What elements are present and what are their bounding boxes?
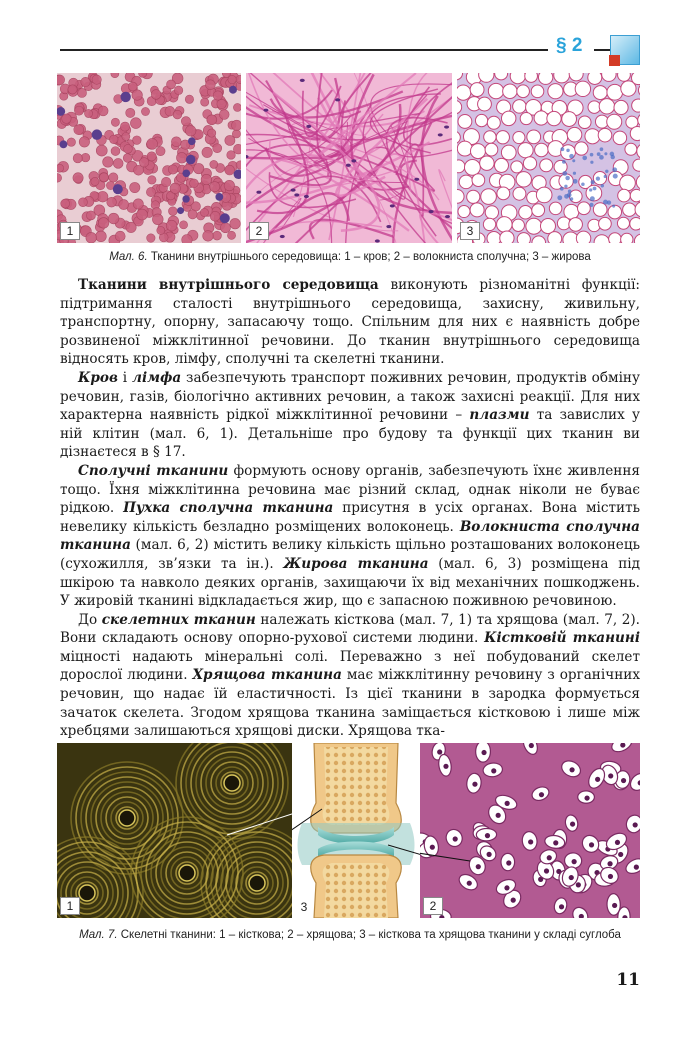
photo-label-2: 2 bbox=[249, 222, 269, 240]
photo-label-1: 1 bbox=[60, 897, 80, 915]
section-number: § 2 bbox=[556, 35, 583, 56]
photo-blood bbox=[57, 73, 241, 243]
paragraph-4: До скелетних тканин належать кісткова (мал. 7, 1) та хрящова (мал. 7, 2). Вони складають основу опорно-рухової системи людини. Кістковій тканині міцності надають мінеральні солі. Переважно з неї побудований скелет дорослої людини. Хрящова тканина має міжклітинну речовину з органічних речовин, що надає їй еластичності. Із цієї тканини в зародка формується зачаток скелета. Згодом хрящова тканина заміщається кістковою і лише між хребцями залишаються хрящові диски. Хрящова тка- bbox=[60, 611, 640, 740]
section-marker-icon bbox=[610, 35, 640, 65]
header-rule-tick bbox=[594, 49, 610, 51]
photo-cartilage-tissue bbox=[420, 743, 640, 918]
paragraph-2: Кров і лімфа забезпечують транспорт поживних речовин, продуктів обміну речовин, газів, біологічно активних речовин, а також захисні реакції. Для них характерна наявність рідкої міжклітинної речовини – плазми та завислих у ній клітин (мал. 6, 1). Детальніше про будову та функції цих тканин ви дізнаєтеся в § 17. bbox=[60, 369, 641, 461]
figure-6-caption-prefix: Мал. 6. bbox=[109, 251, 148, 263]
photo-fibrous-tissue bbox=[246, 73, 452, 243]
body-text bbox=[60, 276, 640, 741]
figure-6-caption-text: Тканини внутрішнього середовища: 1 – кров; 2 – волокниста сполучна; 3 – жирова bbox=[147, 251, 591, 263]
photo-label-1: 1 bbox=[60, 222, 80, 240]
photo-adipose-tissue bbox=[457, 73, 640, 243]
joint-illustration bbox=[292, 743, 420, 918]
paragraph-3: Сполучні тканини формують основу органів, забезпечують їхнє живлення тощо. Їхня міжклітинна речовина має різний склад, однак ніколи не буває рідкою. Пухка сполучна тканина присутня в усіх органах. Вона містить невелику кількість безладно розміщених волоконець. Волокниста сполучна тканина (мал. 6, 2) містить велику кількість щільно розташованих волоконець (сухожилля, зв’язки та ін.). Жирова тканина (мал. 6, 3) розміщена під шкірою та навколо деяких органів, захищаючи їх від механічних пошкоджень. У жировій тканині відкладається жир, що є запасною поживною речовиною. bbox=[60, 462, 640, 610]
figure-7-caption-prefix: Мал. 7. bbox=[79, 929, 118, 941]
figure-7-caption bbox=[60, 928, 640, 943]
photo-label-3: 3 bbox=[460, 222, 480, 240]
header-rule bbox=[60, 49, 548, 51]
photo-bone-tissue bbox=[57, 743, 295, 918]
page-number: 11 bbox=[616, 970, 640, 990]
figure-7-caption-text: Скелетні тканини: 1 – кісткова; 2 – хрящова; 3 – кісткова та хрящова тканини у складі суглоба bbox=[117, 929, 621, 941]
photo-label-3: 3 bbox=[300, 900, 308, 914]
paragraph-1: Тканини внутрішнього середовища виконують різноманітні функції: підтримання сталості внутрішнього середовища, захисну, живильну, транспортну, опорну, запасаючу тощо. Спільним для них є наявність добре розвиненої міжклітинної речовини. До тканин внутрішнього середовища відносять кров, лімфу, сполучні та скелетні тканини. bbox=[60, 277, 640, 368]
photo-label-2: 2 bbox=[423, 897, 443, 915]
figure-6-caption bbox=[60, 251, 640, 263]
